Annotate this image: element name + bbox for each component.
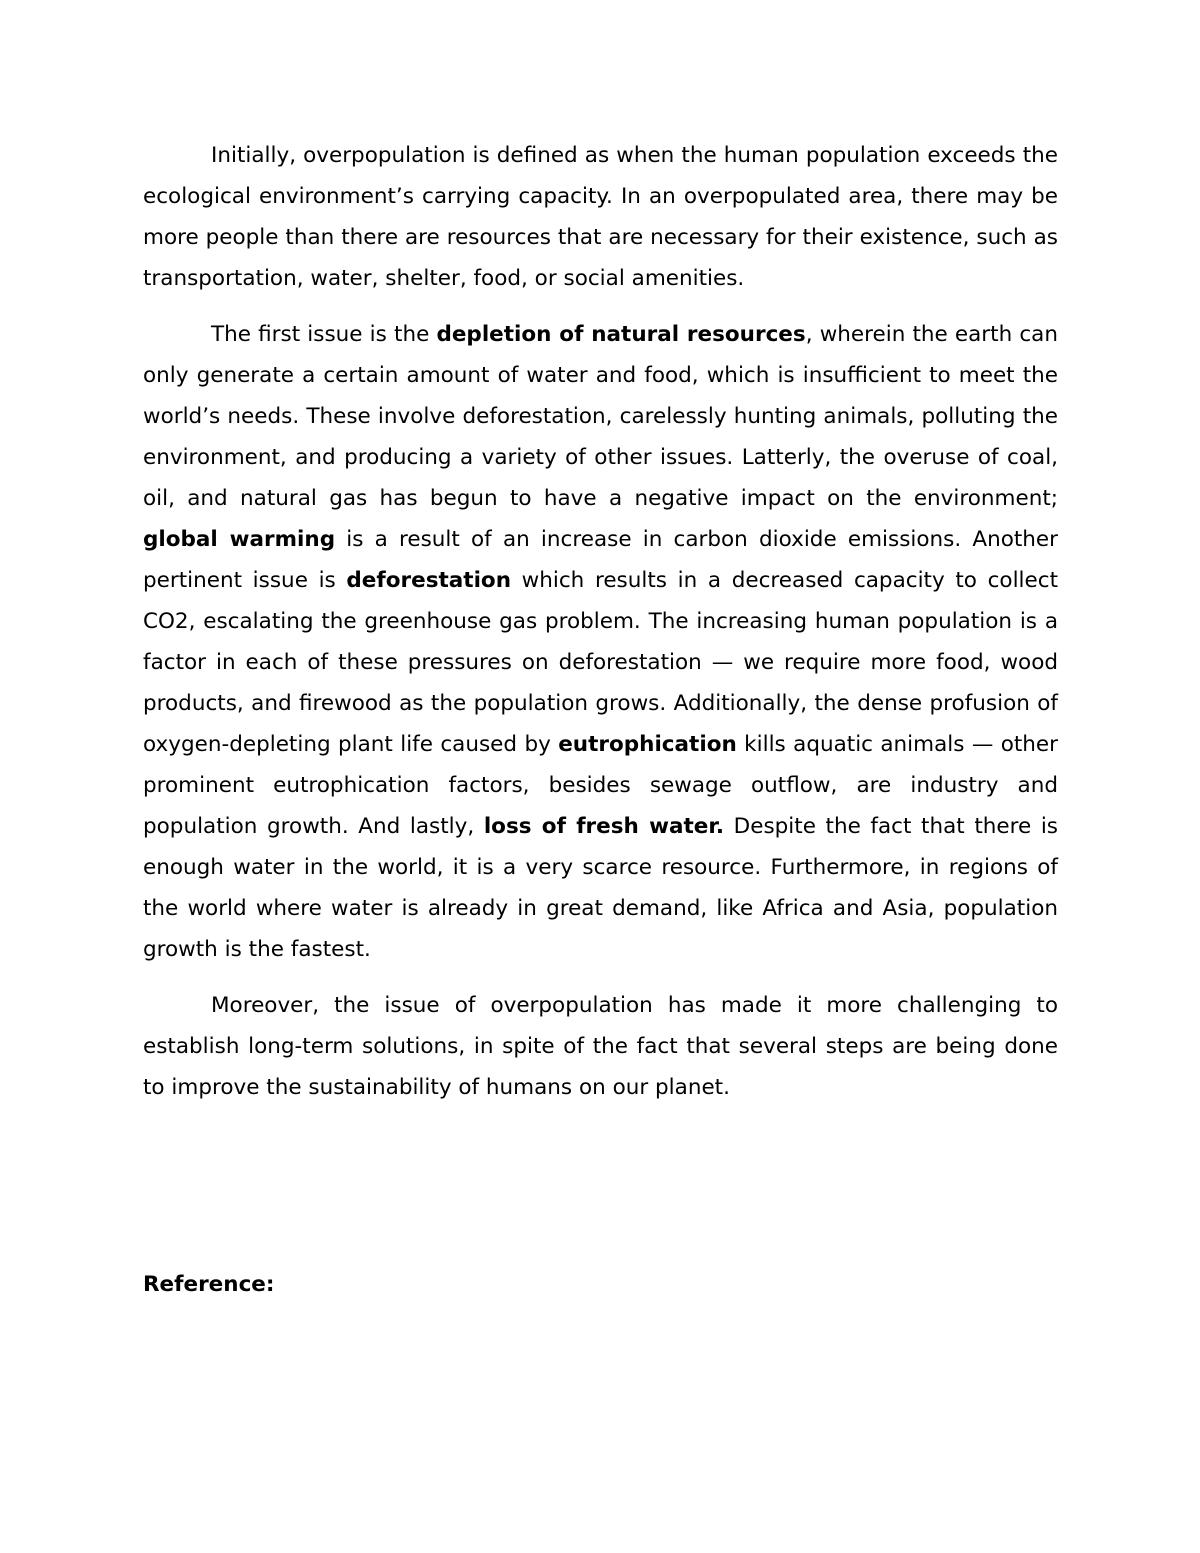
paragraph-text-segment: Initially, overpopulation is defined as when the human population exceeds the ecological environment’s carrying capacity. In an overpopulated area, there may be more people than there are resources that are necessary for their existence, such as transportation, water, shelter, food, or social amenities. <box>143 143 1058 291</box>
paragraph-issues <box>143 314 1058 970</box>
reference-heading: Reference: <box>143 1272 275 1297</box>
bold-term-loss-of-fresh-water: loss of fresh water. <box>483 814 725 839</box>
bold-term-global-warming: global warming <box>143 527 336 552</box>
paragraph-text-segment: kills aquatic animals — other prominent eutrophication factors, besides sewage outflow, are industry and population growth. And lastly, <box>143 732 1058 839</box>
paragraph-text-segment: Despite the fact that there is enough water in the world, it is a very scarce resource. Furthermore, in regions of the world where water is already in great demand, like Africa and Asia, population growth is the fastest. <box>143 814 1058 962</box>
paragraph-text-segment: The first issue is the <box>211 322 437 347</box>
paragraph-conclusion <box>143 985 1058 1108</box>
bold-term-eutrophication: eutrophication <box>558 732 737 757</box>
bold-term-deforestation: deforestation <box>346 568 512 593</box>
document-body <box>143 135 1058 1123</box>
paragraph-overpopulation-definition <box>143 135 1058 299</box>
bold-term-depletion: depletion of natural resources <box>436 322 806 347</box>
paragraph-text-segment: Moreover, the issue of overpopulation has made it more challenging to establish long-term solutions, in spite of the fact that several steps are being done to improve the sustainability of humans on our planet. <box>143 993 1058 1100</box>
paragraph-text-segment: is a result of an increase in carbon dioxide emissions. Another pertinent issue is <box>143 527 1058 593</box>
paragraph-text-segment: , wherein the earth can only generate a certain amount of water and food, which is insufficient to meet the world’s needs. These involve deforestation, carelessly hunting animals, polluting the environment, and producing a variety of other issues. Latterly, the overuse of coal, oil, and natural gas has begun to have a negative impact on the environment; <box>143 322 1058 511</box>
paragraph-text-segment: which results in a decreased capacity to collect CO2, escalating the greenhouse gas problem. The increasing human population is a factor in each of these pressures on deforestation — we require more food, wood products, and firewood as the population grows. Additionally, the dense profusion of oxygen-depleting plant life caused by <box>143 568 1059 757</box>
